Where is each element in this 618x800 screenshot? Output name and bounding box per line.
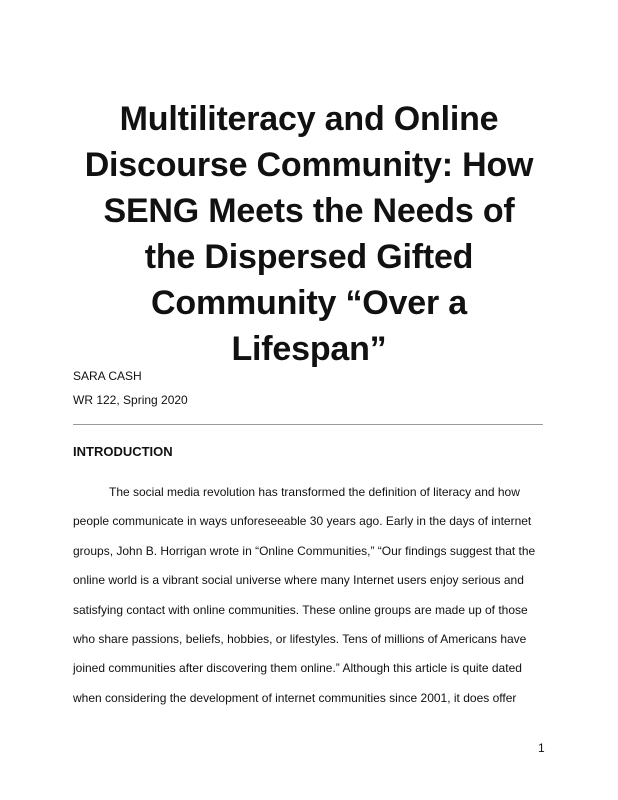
paragraph-line: online world is a vibrant social universe where many Internet users enjoy serious and — [73, 573, 524, 588]
paragraph-line: groups, John B. Horrigan wrote in “Online Communities,” “Our findings suggest that the — [73, 543, 536, 558]
horizontal-divider — [73, 424, 543, 425]
title-line: Discourse Community: How — [84, 146, 534, 184]
title-line: SENG Meets the Needs of — [103, 192, 515, 230]
title-line: Lifespan” — [231, 330, 387, 368]
paragraph-line: joined communities after discovering them online.” Although this article is quite dated — [73, 661, 522, 676]
paragraph-line: The social media revolution has transformed the definition of literacy and how — [109, 485, 520, 499]
body-paragraph — [73, 484, 548, 719]
paragraph-line: satisfying contact with online communities. These online groups are made up of those — [73, 602, 528, 617]
page-number: 1 — [538, 741, 545, 755]
title-line: Community “Over a — [151, 284, 467, 322]
paragraph-line: who share passions, beliefs, hobbies, or lifestyles. Tens of millions of Americans have — [73, 631, 527, 646]
document-title — [70, 96, 548, 372]
section-heading: INTRODUCTION — [73, 444, 173, 459]
title-line: Multiliteracy and Online — [119, 100, 499, 138]
title-line: the Dispersed Gifted — [144, 238, 474, 276]
paragraph-line: when considering the development of internet communities since 2001, it does offer — [73, 690, 517, 705]
course-info: WR 122, Spring 2020 — [73, 393, 188, 407]
author-name: SARA CASH — [73, 369, 142, 383]
paragraph-line: people communicate in ways unforeseeable 30 years ago. Early in the days of internet — [73, 514, 532, 529]
